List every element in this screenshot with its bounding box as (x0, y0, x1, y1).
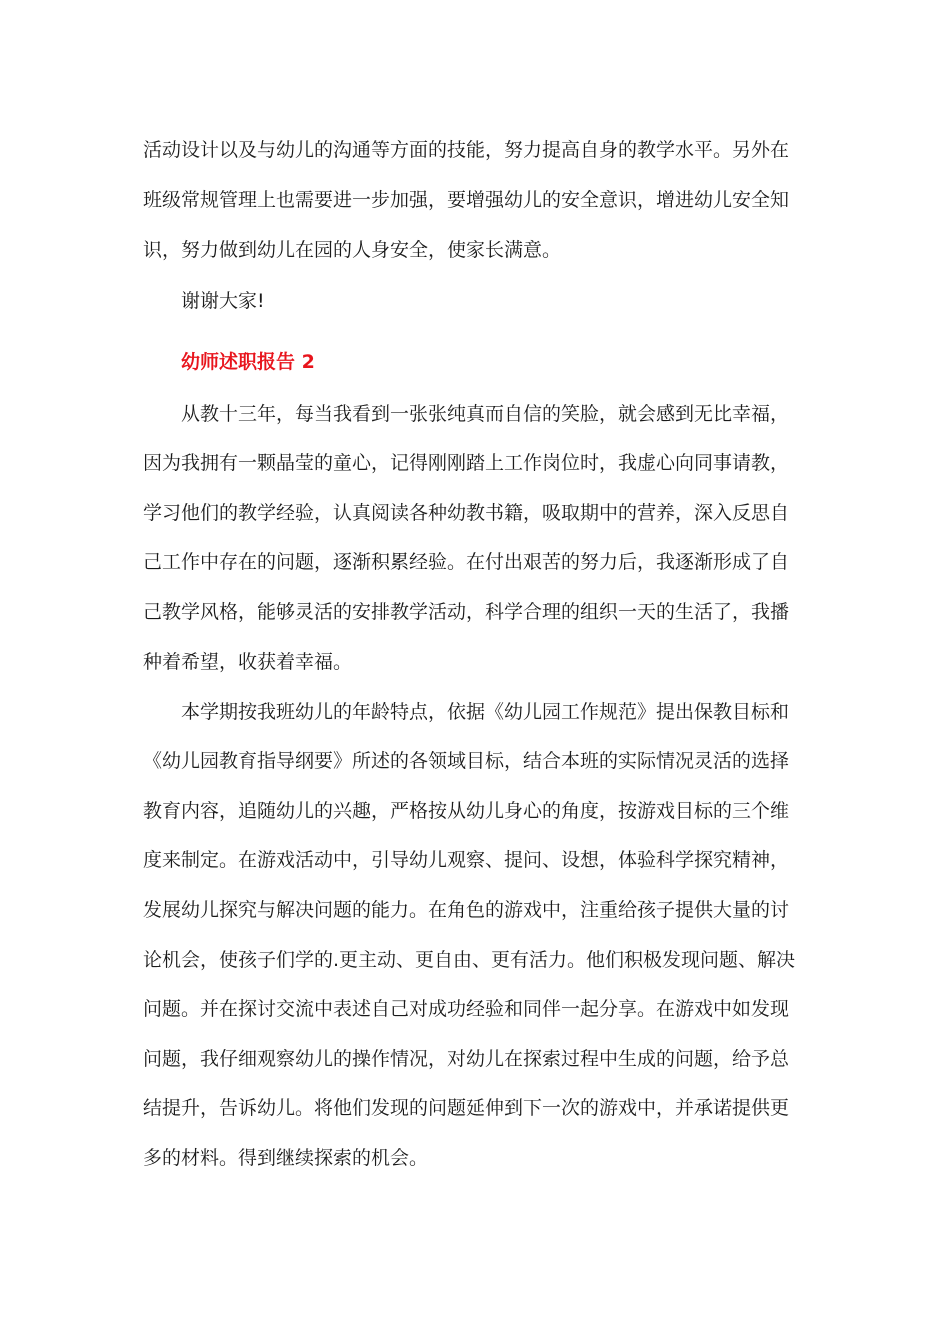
text-line: 度来制定。在游戏活动中，引导幼儿观察、提问、设想，体验科学探究精神， (143, 849, 790, 871)
text-line: 问题。并在探讨交流中表述自己对成功经验和同伴一起分享。在游戏中如发现 (143, 998, 790, 1020)
text-line: 结提升，告诉幼儿。将他们发现的问题延伸到下一次的游戏中，并承诺提供更 (143, 1097, 790, 1119)
text-line: 本学期按我班幼儿的年龄特点，依据《幼儿园工作规范》提出保教目标和 (181, 701, 790, 723)
text-line: 从教十三年，每当我看到一张张纯真而自信的笑脸，就会感到无比幸福， (181, 403, 790, 425)
text-line: 因为我拥有一颗晶莹的童心，记得刚刚踏上工作岗位时，我虚心向同事请教， (143, 452, 790, 474)
text-line: 教育内容，追随幼儿的兴趣，严格按从幼儿身心的角度，按游戏目标的三个维 (143, 800, 790, 822)
text-line: 活动设计以及与幼儿的沟通等方面的技能，努力提高自身的教学水平。另外在 (143, 139, 790, 161)
closing-line: 谢谢大家! (181, 290, 265, 312)
text-line: 己教学风格，能够灵活的安排教学活动，科学合理的组织一天的生活了，我播 (143, 601, 790, 623)
text-line: 班级常规管理上也需要进一步加强，要增强幼儿的安全意识，增进幼儿安全知 (143, 189, 790, 211)
text-line: 问题，我仔细观察幼儿的操作情况，对幼儿在探索过程中生成的问题，给予总 (143, 1048, 790, 1070)
text-line: 《幼儿园教育指导纲要》所述的各领域目标，结合本班的实际情况灵活的选择 (143, 750, 790, 772)
text-line: 学习他们的教学经验，认真阅读各种幼教书籍，吸取期中的营养，深入反思自 (143, 502, 790, 524)
text-line: 识，努力做到幼儿在园的人身安全，使家长满意。 (143, 239, 562, 261)
text-line: 论机会，使孩子们学的.更主动、更自由、更有活力。他们积极发现问题、解决 (143, 949, 796, 971)
text-line: 多的材料。得到继续探索的机会。 (143, 1147, 429, 1169)
text-line: 己工作中存在的问题，逐渐积累经验。在付出艰苦的努力后，我逐渐形成了自 (143, 551, 790, 573)
section-heading: 幼师述职报告 2 (181, 351, 315, 373)
text-line: 发展幼儿探究与解决问题的能力。在角色的游戏中，注重给孩子提供大量的讨 (143, 899, 790, 921)
text-line: 种着希望，收获着幸福。 (143, 651, 353, 673)
